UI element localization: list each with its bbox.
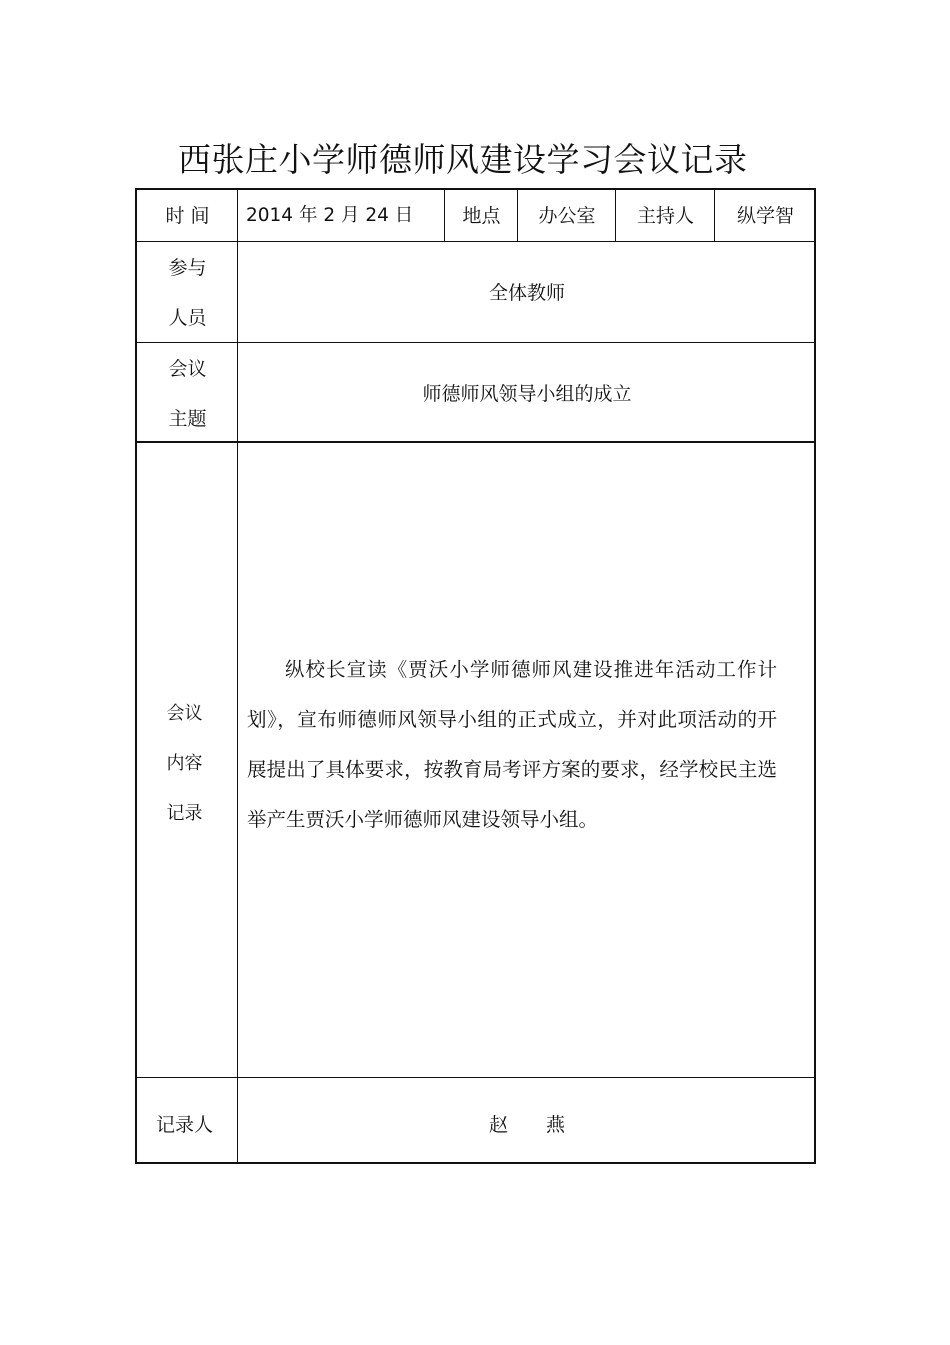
column-divider	[237, 189, 238, 1163]
recorder-label: 记录人	[155, 1114, 213, 1136]
content-text: 纵校长宣读《贾沃小学师德师风建设推进年活动工作计划》，宣布师德师风领导小组的正式成立，并对此项活动的开展提出了具体要求，按教育局考评方案的要求，经学校民主选举产生贾沃小学师德师风建设领导小组。	[247, 658, 777, 831]
participants-value: 全体教师	[488, 282, 565, 304]
recorder-value: 赵 燕	[488, 1114, 565, 1136]
time-label: 时 间	[165, 205, 210, 227]
topic-value: 师德师风领导小组的成立	[422, 383, 632, 405]
host-label: 主持人	[636, 205, 694, 227]
participants-label-line2: 人员	[168, 307, 207, 329]
column-divider	[615, 189, 616, 241]
content-label-line2: 内容	[166, 753, 203, 774]
document-title: 西张庄小学师德师风建设学习会议记录	[178, 140, 748, 179]
location-label: 地点	[462, 205, 501, 227]
topic-label-line1: 会议	[168, 358, 207, 380]
column-divider	[444, 189, 445, 241]
location-value: 办公室	[538, 205, 596, 227]
column-divider	[517, 189, 518, 241]
topic-label-line2: 主题	[168, 408, 207, 430]
content-label-line1: 会议	[166, 703, 203, 724]
host-value: 纵学智	[736, 205, 794, 227]
content-label-line3: 记录	[166, 803, 203, 824]
participants-label-line1: 参与	[168, 257, 207, 279]
meeting-date: 2014 年 2 月 24 日	[246, 205, 414, 226]
column-divider	[714, 189, 715, 241]
